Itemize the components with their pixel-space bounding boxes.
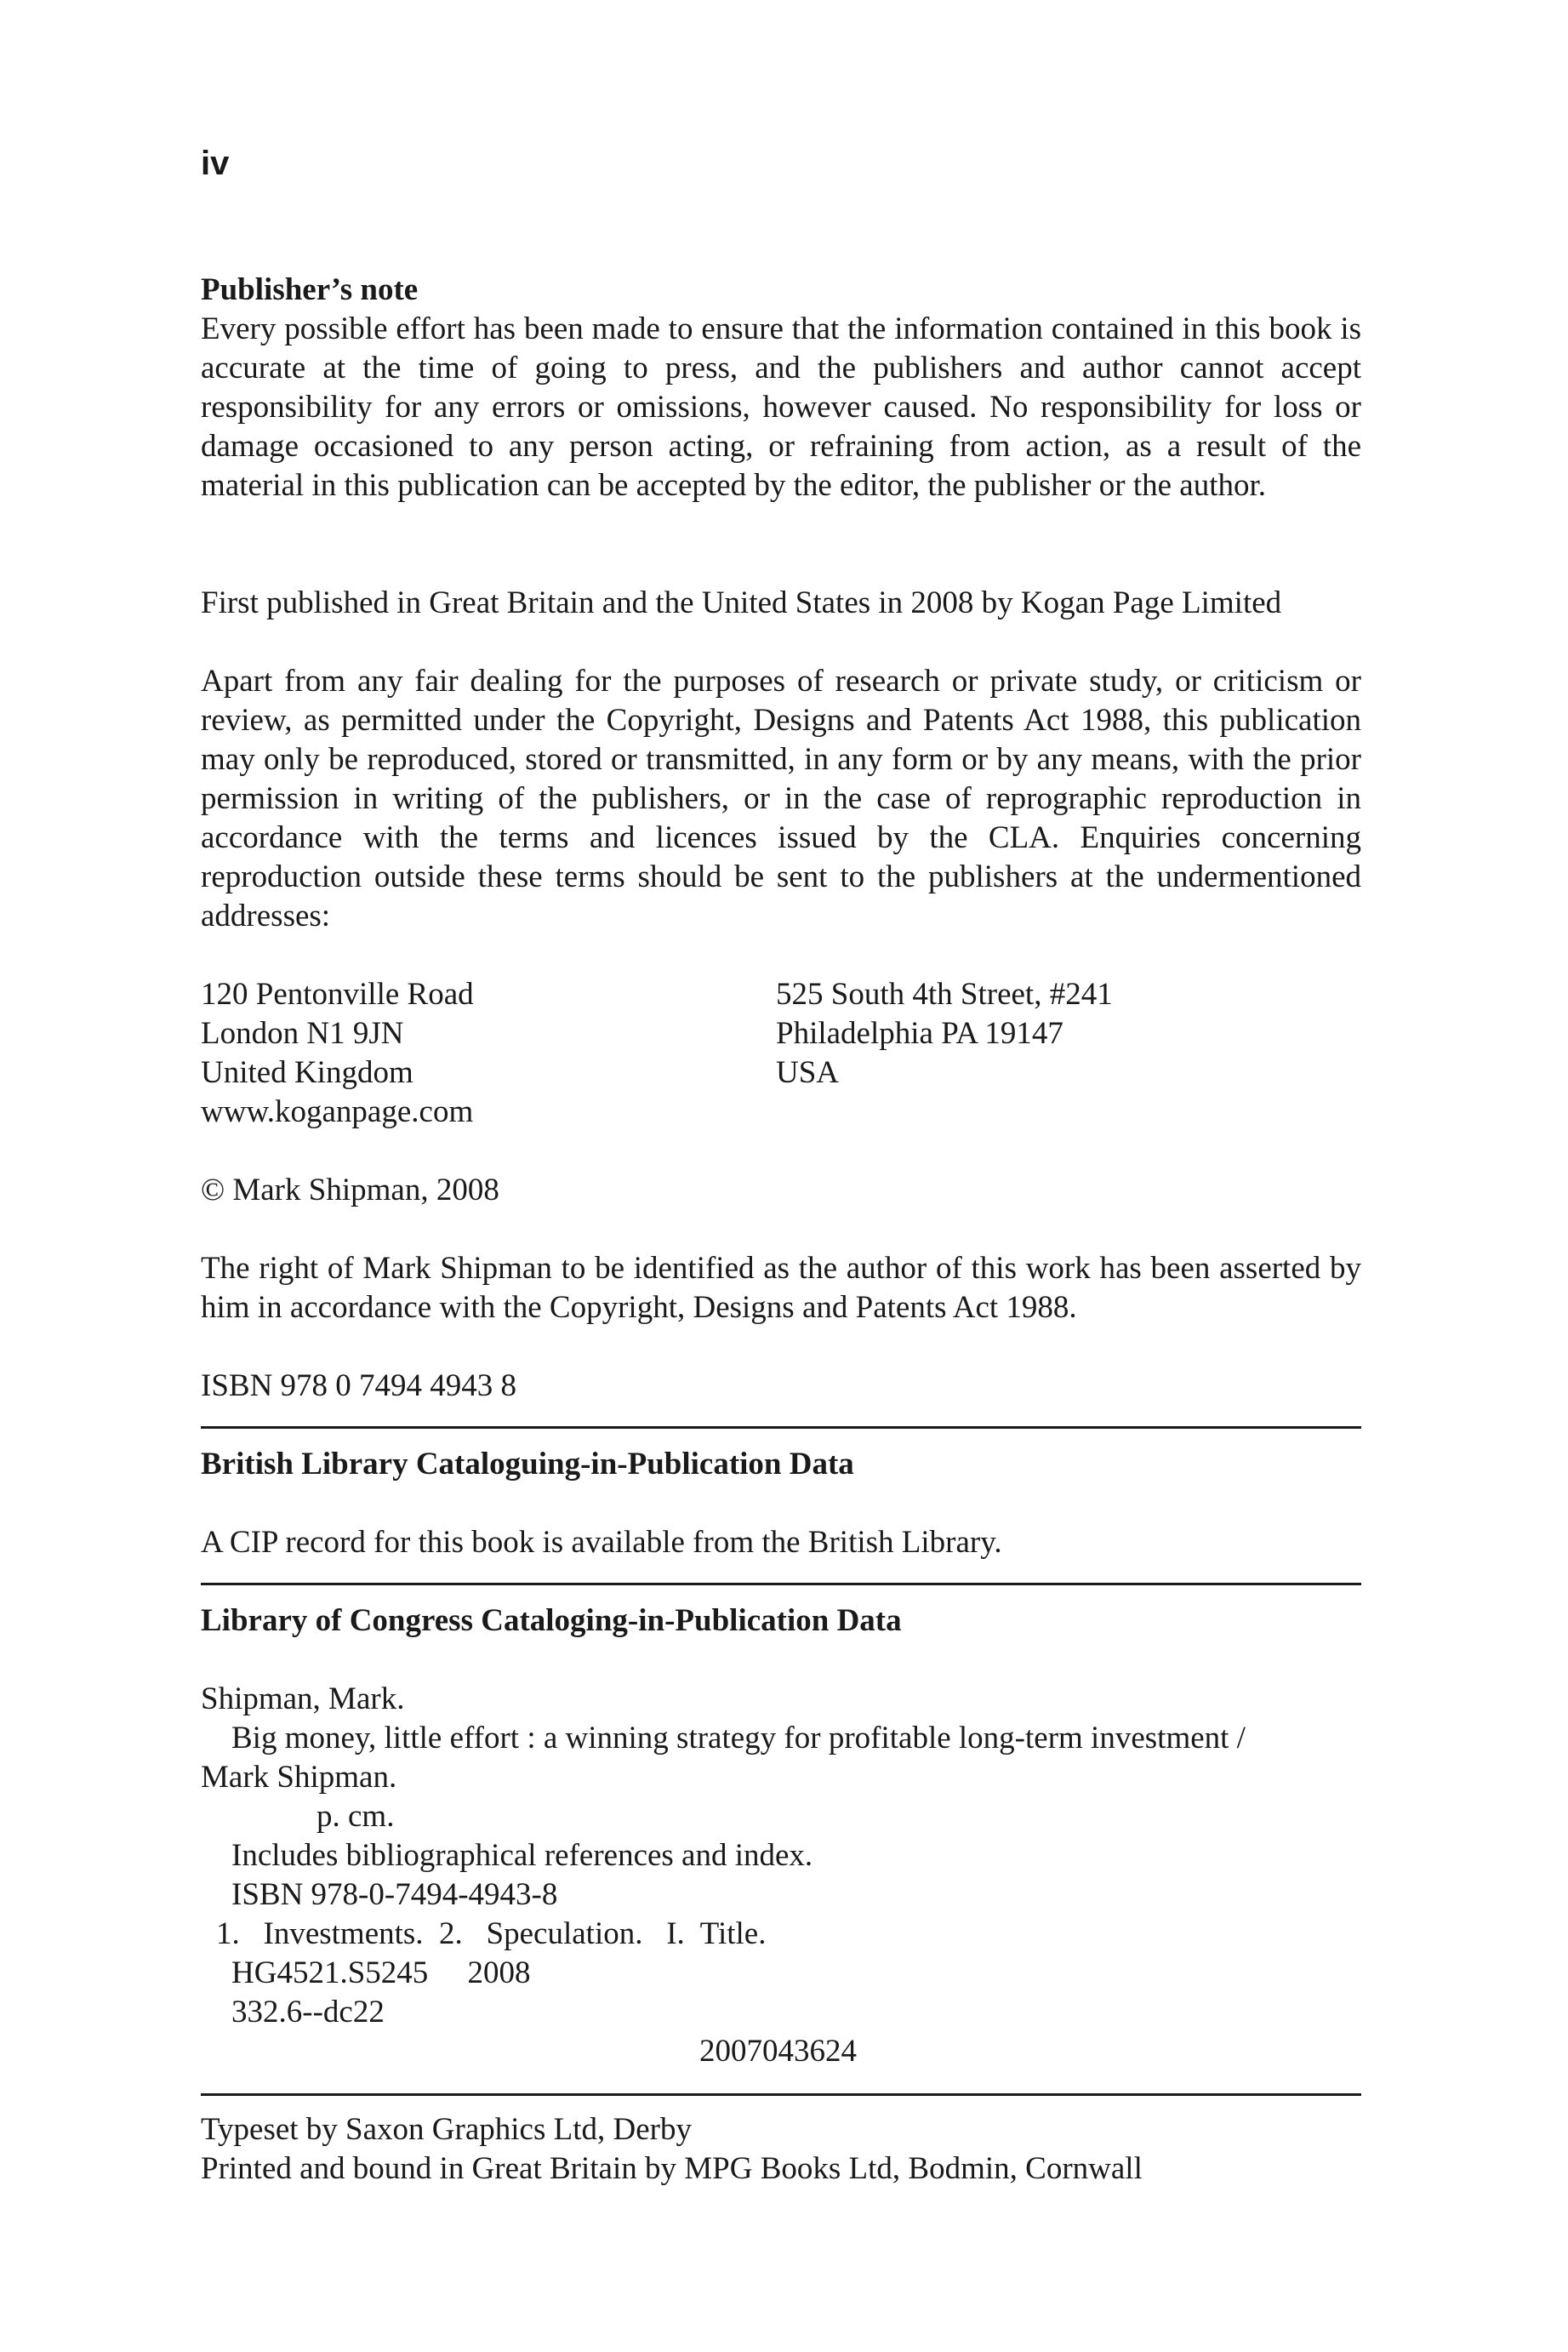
copyright-notice	[201, 662, 1361, 936]
isbn	[201, 1367, 1361, 1406]
moral-rights	[201, 1249, 1361, 1327]
address-us-line: USA	[776, 1055, 840, 1090]
publishers-note	[201, 271, 1361, 505]
british-library-body: A CIP record for this book is available from the British Library.	[201, 1525, 1002, 1560]
copyright-notice-text: Apart from any fair dealing for the purposes of research or private study, or criticism or review, as permitted under the Copyright, Designs and Patents Act 1988, this publication may only be reproduced, stored or transmitted, in any form or by any means, with the prior permission in writing of the publishers, or in the case of reprographic reproduction in accordance with the terms and licences issued by the CLA. Enquiries concerning reproduction outside these terms should be sent to the publishers at the undermentioned addresses:	[201, 664, 1361, 933]
loc-title: Big money, little effort : a winning strategy for profitable long-term investment /	[231, 1721, 1246, 1755]
typeset-credit: Typeset by Saxon Graphics Ltd, Derby	[201, 2112, 692, 2147]
loc-isbn: ISBN 978-0-7494-4943-8	[231, 1877, 558, 1912]
moral-rights-text: The right of Mark Shipman to be identified as the author of this work has been asserted by him in accordance with the Copyright, Designs and Patents Act 1988.	[201, 1251, 1361, 1325]
address-uk	[201, 975, 474, 1132]
loc-dewey: 332.6--dc22	[231, 1995, 385, 2029]
publishers-note-body: Every possible effort has been made to ensure that the information contained in this book is accurate at the time of going to press, and the publishers and author cannot accept responsibility for any errors or omissions, however caused. No responsibility for loss or damage occasioned to any person acting, or refraining from action, as a result of the material in this publication can be accepted by the editor, the publisher or the author.	[201, 311, 1361, 503]
address-us-line: Philadelphia PA 19147	[776, 1016, 1063, 1051]
addresses	[201, 975, 1361, 1137]
library-of-congress-cip	[201, 1601, 1361, 2078]
loc-lccn: 2007043624	[699, 2034, 857, 2069]
loc-author: Shipman, Mark.	[201, 1681, 405, 1716]
divider	[201, 1426, 1361, 1429]
loc-heading: Library of Congress Cataloging-in-Publication Data	[201, 1603, 902, 1638]
divider	[201, 1583, 1361, 1585]
loc-classification: HG4521.S5245 2008	[231, 1955, 531, 1990]
publishers-note-heading: Publisher’s note	[201, 272, 419, 307]
address-us	[776, 975, 1113, 1093]
loc-notes: Includes bibliographical references and index.	[231, 1838, 813, 1873]
first-published	[201, 584, 1361, 623]
loc-subjects: 1. Investments. 2. Speculation. I. Title.	[216, 1916, 767, 1951]
divider	[201, 2093, 1361, 2096]
copyright-line-text: © Mark Shipman, 2008	[201, 1173, 499, 1207]
loc-title-continued: Mark Shipman.	[201, 1760, 397, 1795]
printer-credit: Printed and bound in Great Britain by MPG Books Ltd, Bodmin, Cornwall	[201, 2151, 1143, 2186]
page-number: iv	[201, 145, 230, 182]
address-uk-line: United Kingdom	[201, 1055, 413, 1090]
first-published-text: First published in Great Britain and the United States in 2008 by Kogan Page Limited	[201, 585, 1282, 620]
address-uk-line: London N1 9JN	[201, 1016, 404, 1051]
imprint-page	[201, 0, 1361, 2352]
british-library-cip	[201, 1445, 1361, 1562]
address-uk-line: 120 Pentonville Road	[201, 977, 474, 1012]
production-credits	[201, 2110, 1361, 2189]
british-library-heading: British Library Cataloguing-in-Publication Data	[201, 1447, 854, 1481]
address-us-line: 525 South 4th Street, #241	[776, 977, 1113, 1012]
loc-pages: p. cm.	[316, 1799, 395, 1834]
isbn-text: ISBN 978 0 7494 4943 8	[201, 1368, 517, 1403]
copyright-line	[201, 1171, 1361, 1210]
publisher-website: www.koganpage.com	[201, 1094, 474, 1129]
